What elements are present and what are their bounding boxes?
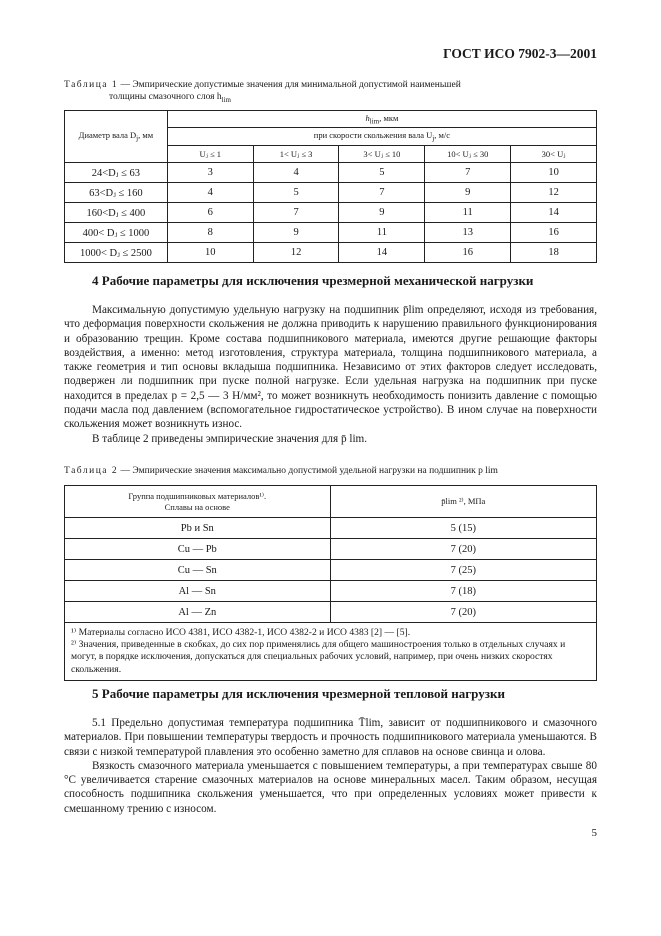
table2-value: 7 (25) xyxy=(330,560,596,581)
table1-col0-header xyxy=(65,111,168,163)
table1-cell: 13 xyxy=(425,223,511,243)
table1-row xyxy=(65,183,597,203)
table1-row xyxy=(65,203,597,223)
table1-cell: 3 xyxy=(167,163,253,183)
table2-value: 7 (20) xyxy=(330,539,596,560)
table1-cell: 14 xyxy=(511,203,597,223)
table2-material: Pb и Sn xyxy=(65,518,331,539)
section5-heading: 5 Рабочие параметры для исключения чрезмерной тепловой нагрузки xyxy=(92,686,505,701)
table2-footnote2: ²⁾ Значения, приведенные в скобках, до сих пор применялись для общего машиностроения только в отдельных случаях и могут, в порядке исключения, допускаться для специальных рабочих условий, например, при очень низких скоростях скольжения. xyxy=(71,639,566,675)
table1-col0-unit: , мм xyxy=(138,130,154,141)
table2-value: 7 (18) xyxy=(330,581,596,602)
section5-paragraph2: Вязкость смазочного материала уменьшается с повышением температуры, а при температурах свыше 80 °С увеличивается старение смазочных материалов на основе минеральных масел. Таким образом, несущая способность подшипника скольжения уменьшается, что при определенных условиях может привести к смешанному трению с износом. xyxy=(64,759,597,815)
table1-cell: 9 xyxy=(253,223,339,243)
table1-row-label: 1000< Dⱼ ≤ 2500 xyxy=(65,243,168,263)
table1-cell: 12 xyxy=(511,183,597,203)
table2-row xyxy=(65,539,597,560)
table1-speed-unit: , м/с xyxy=(434,130,451,141)
section4-body xyxy=(64,303,597,446)
section4-paragraph2: В таблице 2 приведены эмпирические значения для p̄ lim. xyxy=(92,432,368,445)
table1-speed-col: 10< Uⱼ ≤ 30 xyxy=(425,146,511,163)
document-header: ГОСТ ИСО 7902-3—2001 xyxy=(443,46,597,61)
table1-row-label: 400< Dⱼ ≤ 1000 xyxy=(65,223,168,243)
table2-material: Al — Zn xyxy=(65,602,331,623)
section4-heading: 4 Рабочие параметры для исключения чрезмерной механической нагрузки xyxy=(92,273,534,288)
table1-cell: 10 xyxy=(511,163,597,183)
section5-paragraph1: 5.1 Предельно допустимая температура подшипника T̄lim, зависит от подшипникового и смазочного материалов. При повышении температуры твердость и прочность подшипникового материала уменьшаются. В связи с низкой температурой плавления это особенно заметно для сплавов на основе свинца и олова. xyxy=(64,717,597,758)
table1-cell: 11 xyxy=(339,223,425,243)
table1-cell: 9 xyxy=(425,183,511,203)
table1-top-header xyxy=(167,111,596,128)
table1-row-label: 24<Dⱼ ≤ 63 xyxy=(65,163,168,183)
table1-cell: 7 xyxy=(253,203,339,223)
table1-cell: 7 xyxy=(339,183,425,203)
section4-paragraph1: Максимальную допустимую удельную нагрузку на подшипник p̄lim определяют, исходя из требования, что деформация поверхности скольжения не должна приводить к нарушению правильного функционирования и образованию трещин. Кроме состава подшипникового материала, имеются другие решающие факторы воздействия, а именно: метод изготовления, структура материала, толщина подшипникового материала, а также геометрия и тип основы вкладыша подшипника. Независимо от этих факторов следует исследовать, подвержен ли подшипник при пуске полной нагрузке. Если удельная нагрузка на подшипник при пуске находится в пределах p = 2,5 — 3 Н/мм², то может возникнуть необходимость понизить давление с помощью подачи масла под давлением (вспомогательное гидростатическое устройство). В ином случае на поверхности скольжения может возникнуть износ. xyxy=(64,304,597,431)
table1-speed-header xyxy=(167,128,596,146)
table2-col0-line1: Группа подшипниковых материалов¹⁾. xyxy=(128,491,267,501)
table1-cell: 5 xyxy=(339,163,425,183)
table1-caption-sub: lim xyxy=(221,95,231,104)
table1-caption-line2: толщины смазочного слоя h xyxy=(109,92,222,102)
table1-caption-label: Таблица 1 xyxy=(64,80,119,90)
page-number: 5 xyxy=(591,827,597,839)
table1-cell: 8 xyxy=(167,223,253,243)
table2-material: Cu — Sn xyxy=(65,560,331,581)
table1-cell: 16 xyxy=(425,243,511,263)
table2-row xyxy=(65,518,597,539)
table1-top-unit: , мкм xyxy=(379,112,399,123)
table1-cell: 4 xyxy=(253,163,339,183)
table2-material: Al — Sn xyxy=(65,581,331,602)
table1-cell: 5 xyxy=(253,183,339,203)
table1-row xyxy=(65,163,597,183)
table2-caption-label: Таблица 2 xyxy=(64,466,119,476)
table1-col0-sub: j xyxy=(136,134,139,143)
table1-speed-col: 3< Uⱼ ≤ 10 xyxy=(339,146,425,163)
table2-row xyxy=(65,602,597,623)
table1-row-label: 160<Dⱼ ≤ 400 xyxy=(65,203,168,223)
table2-col0-header xyxy=(65,486,331,518)
table1-cell: 12 xyxy=(253,243,339,263)
table1-cell: 18 xyxy=(511,243,597,263)
table1-cell: 6 xyxy=(167,203,253,223)
table1-top-label: h xyxy=(365,112,370,123)
table2-material: Cu — Pb xyxy=(65,539,331,560)
table2-col1-header: p̄lim ²⁾, МПа xyxy=(330,486,596,518)
table1-cell: 4 xyxy=(167,183,253,203)
table1-speed-sub: j xyxy=(432,134,435,143)
table2-value: 7 (20) xyxy=(330,602,596,623)
table1 xyxy=(64,110,597,263)
table1-speed-col: Uⱼ ≤ 1 xyxy=(167,146,253,163)
table1-row xyxy=(65,223,597,243)
table2-footnotes xyxy=(65,623,597,681)
table1-cell: 7 xyxy=(425,163,511,183)
table2 xyxy=(64,485,597,681)
table2-row xyxy=(65,560,597,581)
table1-cell: 14 xyxy=(339,243,425,263)
section5-body xyxy=(64,716,597,816)
table1-caption-line1: — Эмпирические допустимые значения для минимальной допустимой наименьшей xyxy=(118,80,461,90)
table1-row-label: 63<Dⱼ ≤ 160 xyxy=(65,183,168,203)
table1-speed-label: при скорости скольжения вала U xyxy=(313,130,433,141)
table1-speed-col: 1< Uⱼ ≤ 3 xyxy=(253,146,339,163)
table2-caption-text: — Эмпирические значения максимально допустимой удельной нагрузки на подшипник p lim xyxy=(118,466,498,476)
table1-speed-col: 30< Uⱼ xyxy=(511,146,597,163)
table1-col0-label: Диаметр вала D xyxy=(78,130,137,141)
table2-footnote1: ¹⁾ Материалы согласно ИСО 4381, ИСО 4382-1, ИСО 4382-2 и ИСО 4383 [2] — [5]. xyxy=(71,627,411,638)
table2-row xyxy=(65,581,597,602)
table2-col0-line2: Сплавы на основе xyxy=(164,502,230,512)
table1-cell: 16 xyxy=(511,223,597,243)
table1-cell: 10 xyxy=(167,243,253,263)
table1-cell: 9 xyxy=(339,203,425,223)
table1-cell: 11 xyxy=(425,203,511,223)
table1-top-sub: lim xyxy=(369,117,380,126)
table2-value: 5 (15) xyxy=(330,518,596,539)
table1-row xyxy=(65,243,597,263)
table1-caption xyxy=(64,79,461,106)
table2-caption xyxy=(64,465,498,477)
